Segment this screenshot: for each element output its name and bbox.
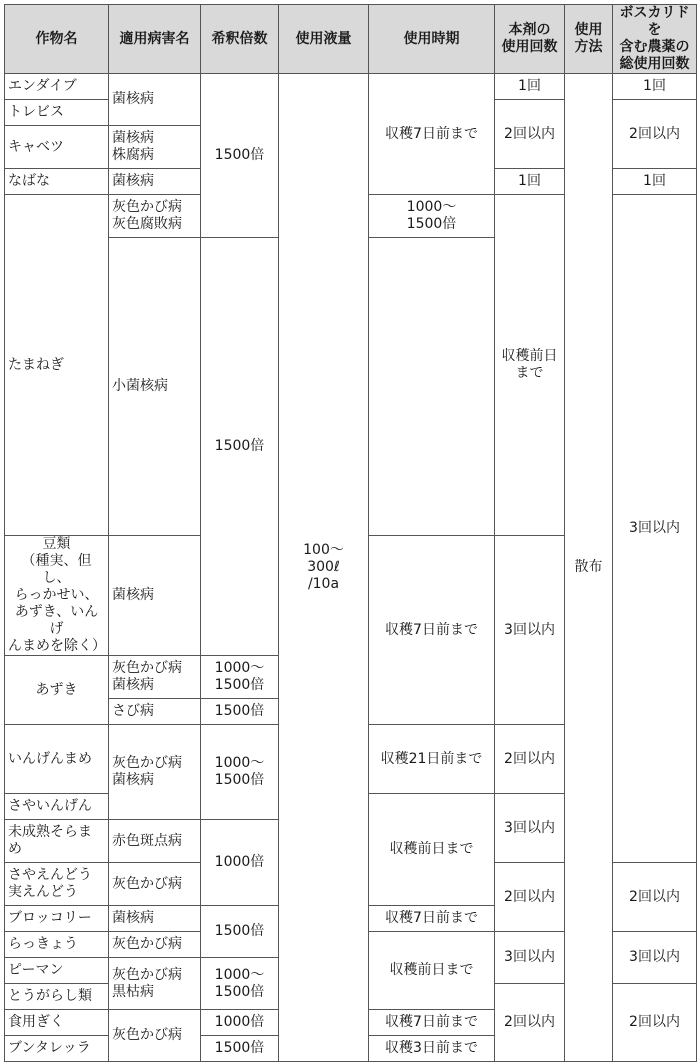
header-disease: 適用病害名 bbox=[109, 5, 201, 74]
header-row bbox=[5, 5, 697, 74]
disease-cell: 菌核病 株腐病 bbox=[109, 126, 201, 169]
disease-cell: 灰色かび病 bbox=[109, 932, 201, 958]
timing-cell: 収穫前日まで bbox=[369, 794, 495, 906]
timing-cell: 収穫21日前まで bbox=[369, 725, 495, 794]
crop-cell: ブンタレッラ bbox=[5, 1036, 109, 1062]
total-cell: 3回以内 bbox=[613, 932, 697, 984]
crop-cell: さやいんげん bbox=[5, 794, 109, 820]
header-total: ボスカリドを 含む農薬の 総使用回数 bbox=[613, 5, 697, 74]
disease-cell: 灰色かび病 黒枯病 bbox=[109, 958, 201, 1010]
dilution-cell: 1500倍 bbox=[201, 699, 279, 725]
dilution-cell: 1500倍 bbox=[201, 74, 279, 238]
crop-cell: ピーマン bbox=[5, 958, 109, 984]
crop-cell: ブロッコリー bbox=[5, 906, 109, 932]
crop-cell: エンダイブ bbox=[5, 74, 109, 100]
disease-cell: 灰色かび病 bbox=[109, 863, 201, 906]
dilution-cell: 1000～ 1500倍 bbox=[201, 958, 279, 1010]
disease-cell: 赤色斑点病 bbox=[109, 820, 201, 863]
header-dilution: 希釈倍数 bbox=[201, 5, 279, 74]
total-cell: 2回以内 bbox=[613, 100, 697, 169]
dilution-cell: 1000倍 bbox=[201, 1010, 279, 1036]
disease-cell: 灰色かび病 菌核病 bbox=[109, 656, 201, 699]
volume-cell: 100～ 300ℓ /10a bbox=[279, 74, 369, 1062]
crop-cell: とうがらし類 bbox=[5, 984, 109, 1010]
times-cell: 2回以内 bbox=[495, 725, 565, 794]
disease-cell: 菌核病 bbox=[109, 74, 201, 126]
pesticide-table-container bbox=[4, 4, 697, 1062]
header-times: 本剤の 使用回数 bbox=[495, 5, 565, 74]
disease-cell: 灰色かび病 灰色腐敗病 bbox=[109, 195, 201, 238]
dilution-cell: 1000～ 1500倍 bbox=[201, 656, 279, 699]
dilution-cell: 1500倍 bbox=[201, 906, 279, 958]
crop-cell: 豆類 （種実、但し、 らっかせい、 あずき、いんげ んまめを除く） bbox=[5, 536, 109, 656]
pesticide-usage-table bbox=[4, 4, 697, 1062]
dilution-cell: 1500倍 bbox=[201, 238, 279, 656]
total-cell: 3回以内 bbox=[495, 536, 565, 725]
header-method: 使用 方法 bbox=[565, 5, 613, 74]
crop-cell: キャベツ bbox=[5, 126, 109, 169]
timing-cell: 収穫7日前まで bbox=[369, 74, 495, 195]
disease-cell: 小菌核病 bbox=[109, 238, 201, 536]
crop-cell: たまねぎ bbox=[5, 195, 109, 536]
crop-cell: あずき bbox=[5, 656, 109, 725]
dilution-cell: 1000～ 1500倍 bbox=[369, 195, 495, 238]
times-cell: 2回以内 bbox=[495, 984, 565, 1062]
crop-cell: トレビス bbox=[5, 100, 109, 126]
disease-cell: 菌核病 bbox=[109, 169, 201, 195]
times-cell: 1回 bbox=[495, 74, 565, 100]
crop-cell: いんげんまめ bbox=[5, 725, 109, 794]
method-cell: 散布 bbox=[565, 74, 613, 1062]
header-volume: 使用液量 bbox=[279, 5, 369, 74]
dilution-cell: 1000～ 1500倍 bbox=[201, 725, 279, 820]
disease-cell: 灰色かび病 bbox=[109, 1010, 201, 1062]
disease-cell: 菌核病 bbox=[109, 906, 201, 932]
times-cell: 1回 bbox=[495, 169, 565, 195]
total-cell: 2回以内 bbox=[613, 984, 697, 1062]
header-timing: 使用時期 bbox=[369, 5, 495, 74]
timing-cell: 収穫前日まで bbox=[369, 932, 495, 1010]
disease-cell: 菌核病 bbox=[109, 536, 201, 656]
timing-cell: 収穫前日まで bbox=[495, 195, 565, 536]
crop-cell: なばな bbox=[5, 169, 109, 195]
total-cell: 1回 bbox=[613, 169, 697, 195]
crop-cell: さやえんどう 実えんどう bbox=[5, 863, 109, 906]
disease-cell: 灰色かび病 菌核病 bbox=[109, 725, 201, 820]
crop-cell: 食用ぎく bbox=[5, 1010, 109, 1036]
total-cell: 2回以内 bbox=[613, 863, 697, 932]
total-cell: 1回 bbox=[613, 74, 697, 100]
times-cell: 3回以内 bbox=[613, 195, 697, 863]
header-crop: 作物名 bbox=[5, 5, 109, 74]
table-row bbox=[5, 74, 697, 100]
crop-cell: 未成熟そらまめ bbox=[5, 820, 109, 863]
timing-cell: 収穫7日前まで bbox=[369, 906, 495, 932]
timing-cell: 収穫3日前まで bbox=[369, 1036, 495, 1062]
dilution-cell: 1500倍 bbox=[201, 1036, 279, 1062]
timing-cell: 収穫7日前まで bbox=[369, 1010, 495, 1036]
dilution-cell: 1000倍 bbox=[201, 820, 279, 906]
times-cell: 2回以内 bbox=[495, 863, 565, 932]
times-cell: 3回以内 bbox=[495, 794, 565, 863]
crop-cell: らっきょう bbox=[5, 932, 109, 958]
times-cell: 2回以内 bbox=[495, 100, 565, 169]
times-cell: 3回以内 bbox=[495, 932, 565, 984]
timing-cell: 収穫7日前まで bbox=[369, 536, 495, 725]
disease-cell: さび病 bbox=[109, 699, 201, 725]
